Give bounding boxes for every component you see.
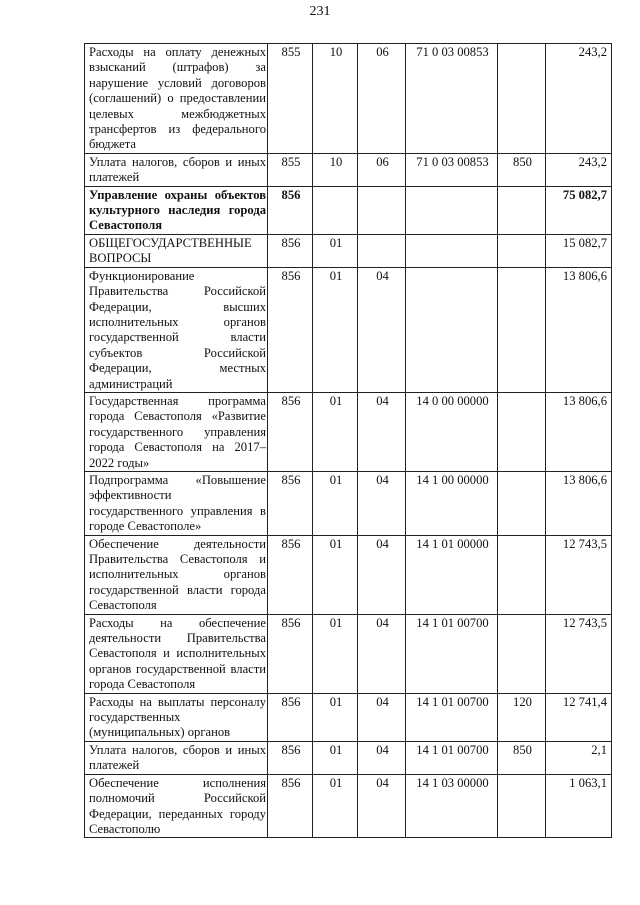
table-row — [85, 471, 612, 535]
row-rz-cell: 01 — [313, 392, 358, 471]
row-rz-cell — [313, 186, 358, 234]
row-pr-cell: 04 — [358, 471, 406, 535]
table-row — [85, 186, 612, 234]
row-sum-cell: 2,1 — [546, 741, 612, 774]
row-sum-cell: 1 063,1 — [546, 774, 612, 838]
row-name-cell: Уплата налогов, сборов и иных платежей — [85, 741, 268, 774]
row-gr-cell: 856 — [268, 471, 313, 535]
row-csr-cell: 14 1 01 00700 — [406, 614, 498, 693]
row-pr-cell: 04 — [358, 693, 406, 741]
table-row — [85, 614, 612, 693]
row-gr-cell: 856 — [268, 535, 313, 614]
row-name-cell: Управление охраны объектов культурного наследия города Севастополя — [85, 186, 268, 234]
row-pr-cell: 04 — [358, 614, 406, 693]
row-name-cell: ОБЩЕГОСУДАРСТВЕННЫЕ ВОПРОСЫ — [85, 234, 268, 267]
row-vr-cell — [498, 186, 546, 234]
row-name-cell: Расходы на обеспечение деятельности Правительства Севастополя и исполнительных органов государственной власти города Севастополя — [85, 614, 268, 693]
row-name-cell: Подпрограмма «Повышение эффективности государственного управления в городе Севастополе» — [85, 471, 268, 535]
table-row — [85, 392, 612, 471]
row-pr-cell: 06 — [358, 153, 406, 186]
row-vr-cell — [498, 44, 546, 154]
row-sum-cell: 75 082,7 — [546, 186, 612, 234]
row-csr-cell: 14 1 01 00700 — [406, 741, 498, 774]
table-row — [85, 774, 612, 838]
row-name-cell: Обеспечение деятельности Правительства Севастополя и исполнительных органов государственной власти города Севастополя — [85, 535, 268, 614]
row-csr-cell — [406, 234, 498, 267]
row-csr-cell: 14 1 01 00000 — [406, 535, 498, 614]
row-name-cell: Уплата налогов, сборов и иных платежей — [85, 153, 268, 186]
row-sum-cell: 12 741,4 — [546, 693, 612, 741]
row-rz-cell: 10 — [313, 44, 358, 154]
row-name-cell: Функционирование Правительства Российской Федерации, высших исполнительных органов государственной власти субъектов Российской Федерации, местных администраций — [85, 267, 268, 392]
row-gr-cell: 856 — [268, 234, 313, 267]
row-csr-cell: 14 1 00 00000 — [406, 471, 498, 535]
row-vr-cell: 120 — [498, 693, 546, 741]
row-csr-cell: 14 1 01 00700 — [406, 693, 498, 741]
row-rz-cell: 01 — [313, 267, 358, 392]
row-vr-cell — [498, 234, 546, 267]
row-gr-cell: 856 — [268, 267, 313, 392]
row-pr-cell: 04 — [358, 774, 406, 838]
row-vr-cell — [498, 535, 546, 614]
row-vr-cell — [498, 614, 546, 693]
row-sum-cell: 243,2 — [546, 44, 612, 154]
table-row — [85, 44, 612, 154]
row-csr-cell: 71 0 03 00853 — [406, 153, 498, 186]
row-rz-cell: 10 — [313, 153, 358, 186]
row-vr-cell — [498, 267, 546, 392]
row-name-cell: Государственная программа города Севастополя «Развитие государственного управления города Севастополя на 2017–2022 годы» — [85, 392, 268, 471]
row-rz-cell: 01 — [313, 234, 358, 267]
row-vr-cell: 850 — [498, 741, 546, 774]
row-sum-cell: 13 806,6 — [546, 471, 612, 535]
row-pr-cell: 04 — [358, 741, 406, 774]
budget-table — [84, 43, 612, 838]
row-rz-cell: 01 — [313, 614, 358, 693]
table-row — [85, 693, 612, 741]
row-vr-cell — [498, 471, 546, 535]
row-name-cell: Обеспечение исполнения полномочий Российской Федерации, переданных городу Севастополю — [85, 774, 268, 838]
table-row — [85, 535, 612, 614]
row-sum-cell: 13 806,6 — [546, 267, 612, 392]
row-gr-cell: 856 — [268, 741, 313, 774]
row-pr-cell: 06 — [358, 44, 406, 154]
row-sum-cell: 12 743,5 — [546, 535, 612, 614]
row-sum-cell: 12 743,5 — [546, 614, 612, 693]
row-pr-cell: 04 — [358, 392, 406, 471]
row-csr-cell: 14 1 03 00000 — [406, 774, 498, 838]
row-csr-cell: 71 0 03 00853 — [406, 44, 498, 154]
row-gr-cell: 856 — [268, 693, 313, 741]
row-vr-cell — [498, 392, 546, 471]
row-rz-cell: 01 — [313, 471, 358, 535]
row-pr-cell — [358, 186, 406, 234]
row-name-cell: Расходы на выплаты персоналу государственных (муниципальных) органов — [85, 693, 268, 741]
budget-table-body — [85, 44, 612, 838]
row-rz-cell: 01 — [313, 774, 358, 838]
row-gr-cell: 856 — [268, 392, 313, 471]
table-row — [85, 153, 612, 186]
row-name-cell: Расходы на оплату денежных взысканий (штрафов) за нарушение условий договоров (соглашений) о предоставлении целевых межбюджетных трансфертов из федерального бюджета — [85, 44, 268, 154]
row-sum-cell: 243,2 — [546, 153, 612, 186]
table-row — [85, 741, 612, 774]
row-gr-cell: 855 — [268, 44, 313, 154]
row-pr-cell: 04 — [358, 535, 406, 614]
row-rz-cell: 01 — [313, 693, 358, 741]
row-gr-cell: 856 — [268, 774, 313, 838]
row-gr-cell: 856 — [268, 614, 313, 693]
row-rz-cell: 01 — [313, 535, 358, 614]
row-gr-cell: 856 — [268, 186, 313, 234]
row-pr-cell: 04 — [358, 267, 406, 392]
row-csr-cell — [406, 267, 498, 392]
table-row — [85, 267, 612, 392]
row-csr-cell: 14 0 00 00000 — [406, 392, 498, 471]
page-number: 231 — [309, 4, 331, 19]
row-pr-cell — [358, 234, 406, 267]
row-rz-cell: 01 — [313, 741, 358, 774]
row-sum-cell: 15 082,7 — [546, 234, 612, 267]
row-csr-cell — [406, 186, 498, 234]
row-vr-cell: 850 — [498, 153, 546, 186]
row-vr-cell — [498, 774, 546, 838]
row-sum-cell: 13 806,6 — [546, 392, 612, 471]
table-row — [85, 234, 612, 267]
row-gr-cell: 855 — [268, 153, 313, 186]
